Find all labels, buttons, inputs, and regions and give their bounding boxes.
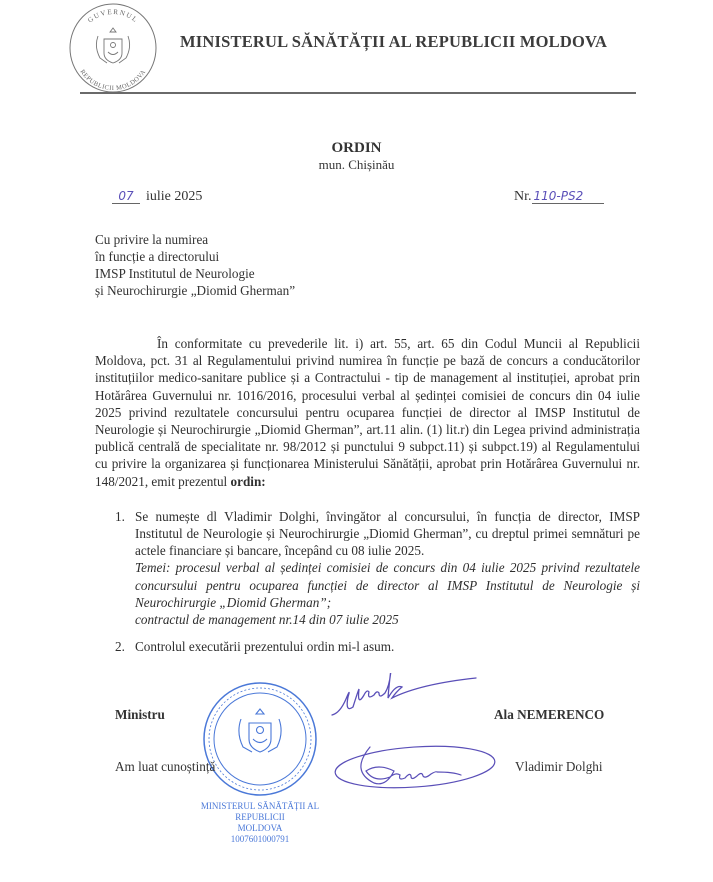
item-number: 1. (115, 508, 125, 524)
date-month-year: iulie 2025 (146, 189, 203, 204)
subject-line: IMSP Institutul de Neurologie (95, 266, 255, 281)
document-header (0, 0, 713, 95)
order-item (115, 508, 640, 628)
official-seal-icon (200, 679, 320, 799)
preamble-paragraph (95, 335, 640, 490)
emblem-text-bottom: REPUBLICII MOLDOVA (78, 68, 148, 92)
item-basis: Temei: procesul verbal al ședinței comisiei de concurs din 04 iulie 2025 privind rezultatele concursului pentru ocuparea funcției de director al IMSP Institutul de Neurologie și Neurochirurgie „Diomid Gherman”; (135, 560, 640, 610)
title-block (0, 139, 713, 173)
document-date (112, 189, 202, 205)
subject-line: Cu privire la numirea (95, 232, 209, 247)
document-number (514, 189, 604, 205)
item-text: Controlul executării prezentului ordin mi-l asum. (135, 639, 395, 655)
seal-text-bottom: MOLDOVA (237, 823, 283, 834)
signature-block (0, 673, 713, 845)
document-type-title: ORDIN (331, 140, 382, 156)
header-divider (80, 92, 636, 94)
minister-signature-row (0, 707, 713, 727)
handwritten-number: 110-PS2 (532, 189, 604, 204)
document-subject (95, 231, 713, 299)
subject-line: și Neurochirurgie „Diomid Gherman” (95, 283, 296, 298)
acknowledgement-row (0, 759, 713, 779)
preamble-keyword: ordin: (230, 473, 266, 489)
ministry-title: MINISTERUL SĂNĂTĂȚII AL REPUBLICII MOLDOVA (180, 32, 608, 51)
acknowledgement-name: Vladimir Dolghi (515, 759, 603, 775)
seal-caption (200, 801, 320, 845)
item-text: Se numește dl Vladimir Dolghi, învingător al concursului, în funcția de director, IMSP Institutul de Neurologie și Neurochirurgie „Diomid Gherman”, cu dreptul primei semnături pe actele financiare și bancare, începând cu 08 iulie 2025. (135, 508, 640, 559)
preamble-text: În conformitate cu prevederile lit. i) art. 55, art. 65 din Codul Muncii al Republicii Moldova, pct. 31 al Regulamentului privind numirea în funcție pe bază de concurs a conducătorilor instituțiilor medico-sanitare publice și a Contractului - tip de management al instituției, aprobat prin Hotărârea Guvernului nr. 1016/2016, procesului verbal al ședinței comisiei de concurs din 04 iulie 2025 privind rezultatele concursului pentru ocuparea funcției de director al IMSP Institutul de Neurologie și Neurochirurgie „Diomid Gherman”, art.11 alin. (1) lit.r) din Legea privind administrația publică centrală de specialitate nr. 98/2012 și punctului 9 subpct.11) și subpct.19) al Regulamentului cu privire la organizarea și funcționarea Ministerului Sănătății, aprobat prin Hotărârea Guvernului nr. 148/2021, emit prezentul (95, 336, 640, 489)
minister-name: Ala NEMERENCO (494, 707, 605, 723)
document-city: mun. Chișinău (318, 157, 395, 172)
order-item (115, 638, 640, 655)
item-number: 2. (115, 639, 125, 655)
seal-code: 1007601000791 (230, 834, 290, 845)
number-label: Nr. (514, 189, 532, 204)
svg-text:REPUBLICII MOLDOVA (79, 68, 148, 92)
item-basis-contract: contractul de management nr.14 din 07 iulie 2025 (135, 612, 399, 628)
seal-text-top: MINISTERUL SĂNĂTĂȚII AL REPUBLICII (200, 801, 320, 823)
handwritten-day: 07 (112, 189, 140, 204)
government-emblem-icon (67, 2, 159, 94)
minister-label: Ministru (115, 707, 165, 723)
subject-line: în funcție a directorului (95, 249, 220, 264)
svg-text:GUVERNUL (86, 8, 140, 25)
acknowledgement-label: Am luat cunoștință (115, 759, 216, 775)
date-number-row (0, 189, 713, 213)
emblem-text-top: GUVERNUL (86, 7, 140, 25)
